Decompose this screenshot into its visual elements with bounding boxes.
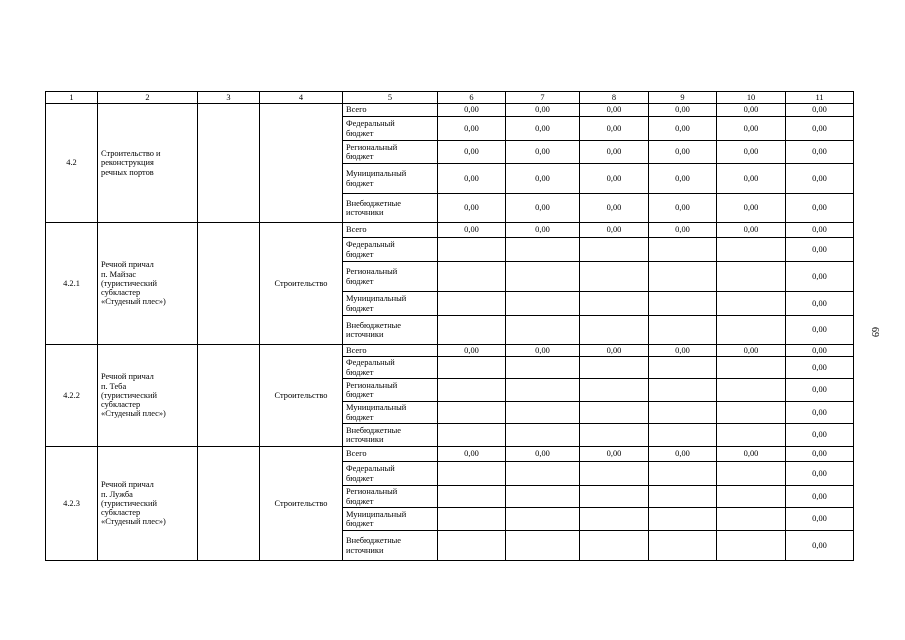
value-cell (649, 262, 717, 292)
col-header: 3 (198, 92, 260, 104)
col-header: 9 (649, 92, 717, 104)
value-cell: 0,00 (506, 223, 580, 238)
value-cell: 0,00 (438, 345, 506, 357)
col-header: 11 (786, 92, 854, 104)
value-cell: 0,00 (786, 486, 854, 508)
value-cell (649, 486, 717, 508)
value-cell (580, 316, 649, 345)
value-cell (506, 531, 580, 561)
item-work-type: Строительство (260, 345, 343, 447)
value-cell (717, 462, 786, 486)
page-number: 69 (869, 327, 880, 337)
budget-table (45, 91, 854, 561)
item-code: 4.2.2 (46, 345, 98, 447)
funding-source: Муниципальный бюджет (343, 164, 438, 194)
value-cell: 0,00 (717, 141, 786, 164)
item-name: Речной причал п. Майзас (туристический субкластер «Студеный плес») (98, 223, 198, 345)
value-cell: 0,00 (580, 345, 649, 357)
value-cell: 0,00 (717, 447, 786, 462)
value-cell: 0,00 (786, 238, 854, 262)
item-code: 4.2 (46, 104, 98, 223)
value-cell: 0,00 (506, 164, 580, 194)
value-cell: 0,00 (506, 194, 580, 223)
item-name: Речной причал п. Лужба (туристический субкластер «Студеный плес») (98, 447, 198, 561)
value-cell (717, 379, 786, 402)
table-row (46, 447, 854, 462)
value-cell (717, 357, 786, 379)
value-cell: 0,00 (580, 141, 649, 164)
value-cell (649, 316, 717, 345)
item-col3 (198, 345, 260, 447)
item-name: Строительство и реконструкция речных портов (98, 104, 198, 223)
value-cell (438, 262, 506, 292)
table-row (46, 104, 854, 117)
value-cell (438, 357, 506, 379)
funding-source: Муниципальный бюджет (343, 292, 438, 316)
value-cell (506, 262, 580, 292)
funding-source: Федеральный бюджет (343, 238, 438, 262)
value-cell (438, 379, 506, 402)
funding-source: Федеральный бюджет (343, 117, 438, 141)
value-cell: 0,00 (786, 262, 854, 292)
value-cell (506, 379, 580, 402)
funding-source: Всего (343, 447, 438, 462)
funding-source: Региональный бюджет (343, 262, 438, 292)
value-cell: 0,00 (649, 164, 717, 194)
value-cell: 0,00 (786, 508, 854, 531)
value-cell: 0,00 (649, 194, 717, 223)
value-cell: 0,00 (786, 402, 854, 424)
value-cell (438, 531, 506, 561)
item-name: Речной причал п. Теба (туристический субкластер «Студеный плес») (98, 345, 198, 447)
value-cell: 0,00 (438, 117, 506, 141)
value-cell (438, 508, 506, 531)
value-cell (438, 486, 506, 508)
value-cell (438, 424, 506, 447)
funding-source: Внебюджетные источники (343, 194, 438, 223)
value-cell: 0,00 (786, 462, 854, 486)
value-cell (438, 462, 506, 486)
header-row (46, 92, 854, 104)
value-cell: 0,00 (717, 223, 786, 238)
table-row (46, 223, 854, 238)
value-cell (649, 462, 717, 486)
value-cell: 0,00 (717, 164, 786, 194)
value-cell (506, 292, 580, 316)
value-cell (649, 357, 717, 379)
value-cell: 0,00 (438, 164, 506, 194)
item-col3 (198, 223, 260, 345)
value-cell: 0,00 (438, 141, 506, 164)
col-header: 4 (260, 92, 343, 104)
value-cell (506, 462, 580, 486)
value-cell (649, 531, 717, 561)
value-cell (717, 262, 786, 292)
value-cell: 0,00 (649, 345, 717, 357)
funding-source: Региональный бюджет (343, 486, 438, 508)
value-cell: 0,00 (438, 194, 506, 223)
value-cell (506, 316, 580, 345)
value-cell (580, 262, 649, 292)
value-cell: 0,00 (506, 141, 580, 164)
funding-source: Всего (343, 223, 438, 238)
value-cell (649, 508, 717, 531)
value-cell: 0,00 (786, 104, 854, 117)
value-cell: 0,00 (786, 379, 854, 402)
value-cell (438, 292, 506, 316)
value-cell (438, 402, 506, 424)
funding-source: Региональный бюджет (343, 379, 438, 402)
col-header: 10 (717, 92, 786, 104)
value-cell: 0,00 (786, 424, 854, 447)
col-header: 5 (343, 92, 438, 104)
col-header: 2 (98, 92, 198, 104)
value-cell (580, 486, 649, 508)
funding-source: Всего (343, 104, 438, 117)
item-code: 4.2.3 (46, 447, 98, 561)
value-cell: 0,00 (438, 223, 506, 238)
value-cell (580, 357, 649, 379)
value-cell: 0,00 (580, 194, 649, 223)
item-work-type: Строительство (260, 447, 343, 561)
value-cell: 0,00 (438, 447, 506, 462)
value-cell (580, 402, 649, 424)
value-cell: 0,00 (580, 164, 649, 194)
funding-source: Муниципальный бюджет (343, 508, 438, 531)
funding-source: Федеральный бюджет (343, 462, 438, 486)
value-cell (506, 486, 580, 508)
value-cell (580, 531, 649, 561)
value-cell: 0,00 (649, 447, 717, 462)
value-cell (580, 379, 649, 402)
value-cell: 0,00 (649, 117, 717, 141)
value-cell (717, 424, 786, 447)
value-cell: 0,00 (580, 104, 649, 117)
value-cell (506, 508, 580, 531)
col-header: 7 (506, 92, 580, 104)
value-cell: 0,00 (580, 223, 649, 238)
value-cell (649, 292, 717, 316)
value-cell: 0,00 (786, 447, 854, 462)
value-cell: 0,00 (786, 194, 854, 223)
funding-source: Внебюджетные источники (343, 424, 438, 447)
value-cell (717, 238, 786, 262)
funding-source: Региональный бюджет (343, 141, 438, 164)
value-cell (649, 238, 717, 262)
value-cell (649, 424, 717, 447)
funding-source: Внебюджетные источники (343, 531, 438, 561)
value-cell: 0,00 (786, 117, 854, 141)
item-col3 (198, 447, 260, 561)
col-header: 6 (438, 92, 506, 104)
value-cell (506, 402, 580, 424)
value-cell (717, 486, 786, 508)
value-cell: 0,00 (786, 316, 854, 345)
value-cell: 0,00 (506, 117, 580, 141)
value-cell: 0,00 (438, 104, 506, 117)
value-cell (438, 316, 506, 345)
value-cell: 0,00 (649, 223, 717, 238)
funding-source: Внебюджетные источники (343, 316, 438, 345)
value-cell (580, 424, 649, 447)
col-header: 1 (46, 92, 98, 104)
value-cell: 0,00 (649, 104, 717, 117)
value-cell: 0,00 (506, 447, 580, 462)
value-cell (506, 357, 580, 379)
value-cell: 0,00 (717, 345, 786, 357)
value-cell (580, 292, 649, 316)
funding-source: Федеральный бюджет (343, 357, 438, 379)
value-cell: 0,00 (717, 117, 786, 141)
value-cell (717, 402, 786, 424)
value-cell: 0,00 (506, 104, 580, 117)
value-cell (580, 238, 649, 262)
value-cell (580, 462, 649, 486)
item-code: 4.2.1 (46, 223, 98, 345)
value-cell: 0,00 (786, 292, 854, 316)
value-cell: 0,00 (786, 223, 854, 238)
value-cell: 0,00 (786, 531, 854, 561)
value-cell: 0,00 (786, 345, 854, 357)
table-row (46, 345, 854, 357)
funding-source: Всего (343, 345, 438, 357)
value-cell (649, 379, 717, 402)
funding-source: Муниципальный бюджет (343, 402, 438, 424)
value-cell: 0,00 (649, 141, 717, 164)
item-col3 (198, 104, 260, 223)
value-cell: 0,00 (717, 194, 786, 223)
value-cell (438, 238, 506, 262)
value-cell (649, 402, 717, 424)
value-cell: 0,00 (786, 357, 854, 379)
item-work-type (260, 104, 343, 223)
value-cell: 0,00 (717, 104, 786, 117)
value-cell (506, 424, 580, 447)
value-cell: 0,00 (786, 141, 854, 164)
value-cell (580, 508, 649, 531)
value-cell (717, 508, 786, 531)
value-cell: 0,00 (506, 345, 580, 357)
value-cell: 0,00 (786, 164, 854, 194)
value-cell: 0,00 (580, 117, 649, 141)
value-cell (717, 292, 786, 316)
value-cell (506, 238, 580, 262)
col-header: 8 (580, 92, 649, 104)
value-cell (717, 316, 786, 345)
value-cell: 0,00 (580, 447, 649, 462)
value-cell (717, 531, 786, 561)
item-work-type: Строительство (260, 223, 343, 345)
